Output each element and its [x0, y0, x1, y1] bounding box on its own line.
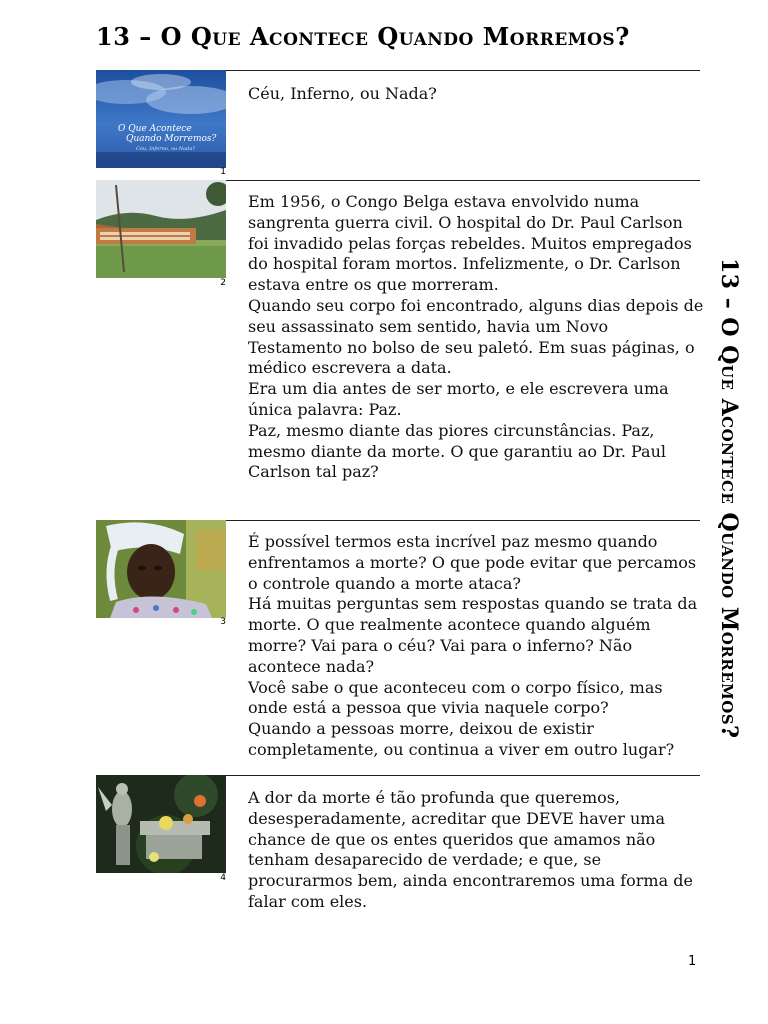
- slide-2-number: 2: [220, 278, 226, 288]
- slide-1-image-line1: O Que Acontece: [118, 124, 192, 134]
- page-title: 13 – O Que Acontece Quando Morremos?: [96, 22, 630, 51]
- paragraph: Céu, Inferno, ou Nada?: [248, 84, 437, 103]
- paragraph: Quando a pessoas morre, deixou de existir completamente, ou continua a viver em outro lugar?: [248, 719, 675, 759]
- side-title: 13 – O Que Acontece Quando Morremos?: [716, 258, 742, 739]
- slide-1-thumbnail: [96, 70, 226, 168]
- slide-3-number: 3: [220, 617, 226, 627]
- slide-1-number: 1: [220, 167, 226, 177]
- slide-1-rule: [226, 70, 700, 71]
- slide-4-thumbnail: [96, 775, 226, 873]
- paragraph: Era um dia antes de ser morto, e ele escrevera uma única palavra: Paz.: [248, 379, 669, 419]
- paragraph: A dor da morte é tão profunda que queremos, desesperadamente, acreditar que DEVE haver uma chance de que os entes queridos que amamos não tenham desaparecido de verdade; e que, se procurarmos bem, ainda encontraremos uma forma de falar com eles.: [248, 788, 693, 911]
- paragraph: Quando seu corpo foi encontrado, alguns dias depois de seu assassinato sem sentido, havia um Novo Testamento no bolso de seu paletó. Em suas páginas, o médico escrevera a data.: [248, 295, 704, 378]
- slide-4-number: 4: [220, 873, 226, 883]
- page-number: 1: [688, 954, 697, 969]
- paragraph: Você sabe o que aconteceu com o corpo físico, mas onde está a pessoa que vivia naquele corpo?: [248, 677, 663, 718]
- slide-2-text: [248, 192, 704, 483]
- slide-2-thumbnail: [96, 180, 226, 278]
- slide-1-image-line2: Quando Morremos?: [126, 134, 217, 144]
- slide-2-rule: [226, 180, 700, 181]
- slide-1-text: [248, 84, 704, 105]
- slide-3-thumbnail: [96, 520, 226, 618]
- slide-4-rule: [226, 775, 700, 776]
- paragraph: Há muitas perguntas sem respostas quando se trata da morte. O que realmente acontece quando alguém morre? Vai para o céu? Vai para o inferno? Não acontece nada?: [248, 594, 698, 676]
- slide-3-text: [248, 532, 704, 761]
- slide-3-rule: [226, 520, 700, 521]
- slide-1-image-line3: Céu, Inferno, ou Nada?: [136, 146, 196, 152]
- paragraph: Paz, mesmo diante das piores circunstâncias. Paz, mesmo diante da morte. O que garantiu ao Dr. Paul Carlson tal paz?: [248, 420, 666, 482]
- paragraph: É possível termos esta incrível paz mesmo quando enfrentamos a morte? O que pode evitar que percamos o controle quando a morte ataca?: [248, 532, 697, 593]
- slide-4-text: [248, 788, 704, 913]
- paragraph: Em 1956, o Congo Belga estava envolvido numa sangrenta guerra civil. O hospital do Dr. Paul Carlson foi invadido pelas forças rebeldes. Muitos empregados do hospital foram mortos. Infelizmente, o Dr. Carlson estava entre os que morreram.: [248, 192, 692, 295]
